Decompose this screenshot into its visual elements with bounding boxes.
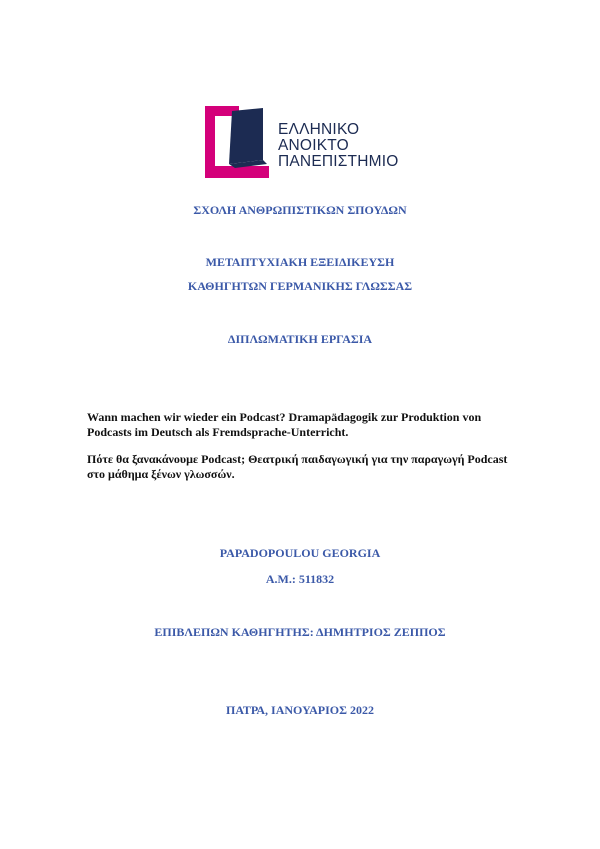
program-line-2: ΚΑΘΗΓΗΤΩΝ ΓΕΡΜΑΝΙΚΗΣ ΓΛΩΣΣΑΣ bbox=[187, 279, 413, 293]
logo-line-3: ΠΑΝΕΠΙΣΤΗΜΙΟ bbox=[278, 153, 399, 170]
logo-line-1: ΕΛΛΗΝΙΚΟ bbox=[278, 121, 360, 138]
logo-wordmark bbox=[278, 122, 398, 170]
school-name: ΣΧΟΛΗ ΑΝΘΡΩΠΙΣΤΙΚΩΝ ΣΠΟΥΔΩΝ bbox=[193, 203, 407, 217]
university-logo-icon bbox=[205, 104, 273, 178]
supervisor: ΕΠΙΒΛΕΠΩΝ ΚΑΘΗΓΗΤΗΣ: ΔΗΜΗΤΡΙΟΣ ΖΕΠΠΟΣ bbox=[154, 625, 446, 639]
author-name: PAPADOPOULOU GEORGIA bbox=[219, 546, 381, 560]
student-id: A.M.: 511832 bbox=[265, 572, 335, 586]
title-greek-line-1: Πότε θα ξανακάνουμε Podcast; Θεατρική παιδαγωγική για την παραγωγή Podcast bbox=[87, 452, 508, 466]
university-logo bbox=[205, 104, 405, 180]
program-line-1: ΜΕΤΑΠΤΥΧΙΑΚΗ ΕΞΕΙΔΙΚΕΥΣΗ bbox=[205, 255, 395, 269]
title-greek bbox=[87, 452, 527, 482]
thesis-type: ΔΙΠΛΩΜΑΤΙΚΗ ΕΡΓΑΣΙΑ bbox=[227, 332, 373, 346]
place-date: ΠΑΤΡΑ, ΙΑΝΟΥΑΡΙΟΣ 2022 bbox=[225, 703, 374, 717]
title-german-line-1: Wann machen wir wieder ein Podcast? Dramapädagogik zur Produktion von bbox=[87, 410, 482, 424]
title-german-line-2: Podcasts im Deutsch als Fremdsprache-Unterricht. bbox=[87, 425, 349, 439]
logo-line-2: ΑΝΟΙΚΤΟ bbox=[278, 137, 349, 154]
title-german bbox=[87, 410, 527, 440]
title-greek-line-2: στο μάθημα ξένων γλωσσών. bbox=[87, 467, 235, 481]
